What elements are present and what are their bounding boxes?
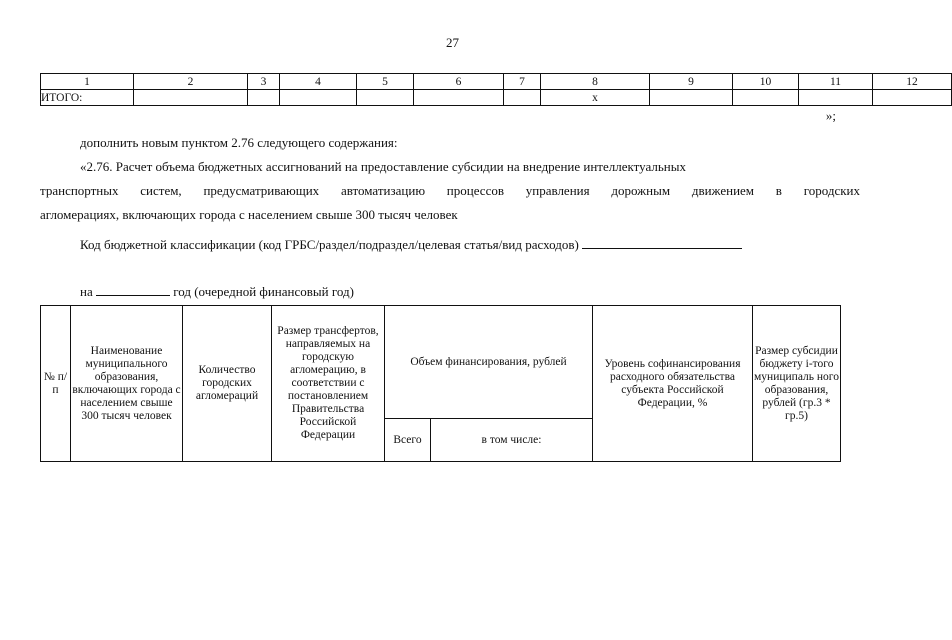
- table-cell: 6: [414, 74, 504, 90]
- table-cell: 9: [650, 74, 733, 90]
- table-cell: [280, 90, 357, 106]
- table-cell: [650, 90, 733, 106]
- calculation-table: [40, 305, 841, 462]
- header-num: № п/п: [41, 306, 71, 462]
- fiscal-year-prefix: на: [80, 284, 93, 299]
- closing-quote: »;: [825, 108, 836, 123]
- fiscal-year-suffix: год (очередной финансовый год): [173, 284, 354, 299]
- clause-text-line-1: «2.76. Расчет объема бюджетных ассигнований на предоставление субсидии на внедрение интеллектуальных: [80, 159, 686, 174]
- table-cell: [134, 90, 248, 106]
- table-cell: 10: [733, 74, 799, 90]
- header-cofinancing-level: Уровень софинансирования расходного обязательства субъекта Российской Федерации, %: [593, 306, 753, 462]
- fiscal-year-blank: [96, 282, 170, 296]
- amendment-intro: дополнить новым пунктом 2.76 следующего содержания:: [80, 135, 398, 150]
- header-municipality: Наименование муниципального образования, включающих города с населением свыше 300 тысяч человек: [71, 306, 183, 462]
- table-cell: x: [541, 90, 650, 106]
- table-cell: [873, 90, 952, 106]
- header-transfer-size: Размер трансфертов, направляемых на городскую агломерацию, в соответствии с постановлением Правительства Российской Федерации: [272, 306, 385, 462]
- page-number: 27: [446, 35, 459, 50]
- table-cell: 7: [504, 74, 541, 90]
- total-label: ИТОГО:: [41, 90, 134, 106]
- table-cell: 3: [248, 74, 280, 90]
- header-total: Всего: [385, 419, 431, 462]
- table-cell: [504, 90, 541, 106]
- table-cell: 8: [541, 74, 650, 90]
- table-cell: [248, 90, 280, 106]
- table-cell: 2: [134, 74, 248, 90]
- table-cell: [357, 90, 414, 106]
- summary-table-total-row: [41, 90, 952, 106]
- header-agglomeration-count: Количество городских агломераций: [183, 306, 272, 462]
- header-subsidy-size: Размер субсидии бюджету i-того муниципаль ного образования, рублей (гр.3 * гр.5): [753, 306, 841, 462]
- clause-text-line-2: транспортных систем, предусматривающих автоматизацию процессов управления дорожным движением в городских: [40, 183, 860, 198]
- budget-code-blank: [582, 235, 742, 249]
- summary-table-header-row: [41, 74, 952, 90]
- table-cell: 4: [280, 74, 357, 90]
- table-cell: 11: [799, 74, 873, 90]
- table-cell: 5: [357, 74, 414, 90]
- table-cell: [414, 90, 504, 106]
- clause-text-line-3: агломерациях, включающих города с населением свыше 300 тысяч человек: [40, 207, 458, 222]
- summary-table: [40, 73, 952, 106]
- budget-code-line: [80, 233, 742, 257]
- calculation-table-header-row: [41, 306, 841, 419]
- table-cell: [799, 90, 873, 106]
- table-cell: [733, 90, 799, 106]
- table-cell: 1: [41, 74, 134, 90]
- budget-code-label: Код бюджетной классификации (код ГРБС/раздел/подраздел/целевая статья/вид расходов): [80, 237, 579, 252]
- header-including: в том числе:: [431, 419, 593, 462]
- fiscal-year-line: [80, 280, 354, 304]
- table-cell: 12: [873, 74, 952, 90]
- header-funding-volume: Объем финансирования, рублей: [385, 306, 593, 419]
